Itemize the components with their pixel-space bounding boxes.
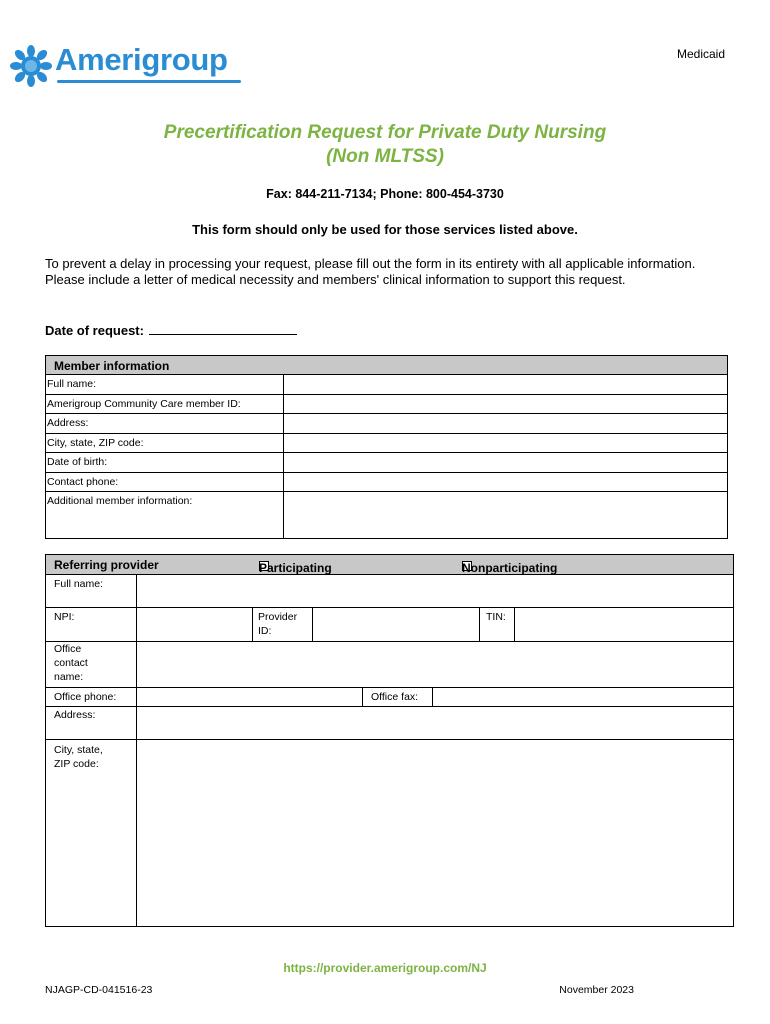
member-contact-phone-field[interactable] [284,473,727,492]
amerigroup-logo [10,40,240,90]
member-field-label: Address: [46,414,284,433]
nonparticipating-label: Nonparticipating [462,561,558,575]
provider-city-state-zip-field[interactable] [137,740,733,926]
provider-full-name-field[interactable] [137,576,733,607]
provider-id-label: Provider ID: [258,611,298,637]
office-fax-field[interactable] [433,688,733,706]
provider-city-state-zip-label: City, state, ZIP code: [54,744,103,770]
office-contact-label: Office contact name: [54,643,88,683]
member-row [46,395,727,415]
participating-label: Participating [259,561,332,575]
form-title-line2: (Non MLTSS) [326,146,444,167]
member-field-label: Date of birth: [46,453,284,472]
fax-phone-line: Fax: 844-211-7134; Phone: 800-454-3730 [266,187,504,201]
member-field-label: Amerigroup Community Care member ID: [46,395,284,414]
tin-field[interactable] [515,608,733,641]
document-id: NJAGP-CD-041516-23 [45,984,153,996]
column-divider [479,607,480,641]
referring-provider-heading: Referring provider [54,558,159,572]
member-row [46,492,727,538]
column-divider [362,687,363,706]
form-title [0,121,770,169]
date-of-request-field[interactable] [149,324,297,335]
form-title-line1: Precertification Request for Private Duty Nursing [163,122,607,143]
member-dob-field[interactable] [284,453,727,472]
npi-field[interactable] [137,608,252,641]
document-date: November 2023 [559,984,634,996]
member-field-label: City, state, ZIP code: [46,434,284,453]
member-id-field[interactable] [284,395,727,414]
logo-wordmark: Amerigroup [55,42,228,77]
provider-address-label: Address: [54,709,96,721]
intro-paragraph: To prevent a delay in processing your request, please fill out the form in its entirety with all applicable information. Please include a letter of medical necessity and members' clinical information to support this request. [45,256,696,287]
footer-url-link[interactable]: https://provider.amerigroup.com/NJ [283,961,487,975]
usage-note: This form should only be used for those services listed above. [192,222,578,237]
tin-label: TIN: [486,611,506,623]
provider-full-name-label: Full name: [54,578,104,590]
member-row [46,414,727,434]
member-full-name-field[interactable] [284,375,727,394]
member-address-field[interactable] [284,414,727,433]
member-row [46,473,727,493]
office-phone-label: Office phone: [54,691,117,703]
office-contact-field[interactable] [137,642,733,687]
amerigroup-sun-icon [10,45,52,87]
date-of-request [45,323,297,338]
logo-underline [57,80,241,83]
member-information-table [45,355,728,539]
npi-label: NPI: [54,611,75,623]
referring-provider-table [45,554,734,927]
member-additional-info-field[interactable] [284,492,727,538]
member-row [46,434,727,454]
office-phone-field[interactable] [137,688,362,706]
member-city-state-zip-field[interactable] [284,434,727,453]
member-field-label: Additional member information: [46,492,284,538]
member-field-label: Full name: [46,375,284,394]
date-of-request-label: Date of request: [45,323,144,338]
provider-address-field[interactable] [137,707,733,739]
member-information-heading: Member information [46,356,727,375]
provider-id-field[interactable] [313,608,479,641]
member-row [46,375,727,395]
member-field-label: Contact phone: [46,473,284,492]
office-fax-label: Office fax: [371,691,419,703]
member-row [46,453,727,473]
referring-provider-header [46,555,733,575]
program-label: Medicaid [676,47,725,61]
column-divider [252,607,253,641]
